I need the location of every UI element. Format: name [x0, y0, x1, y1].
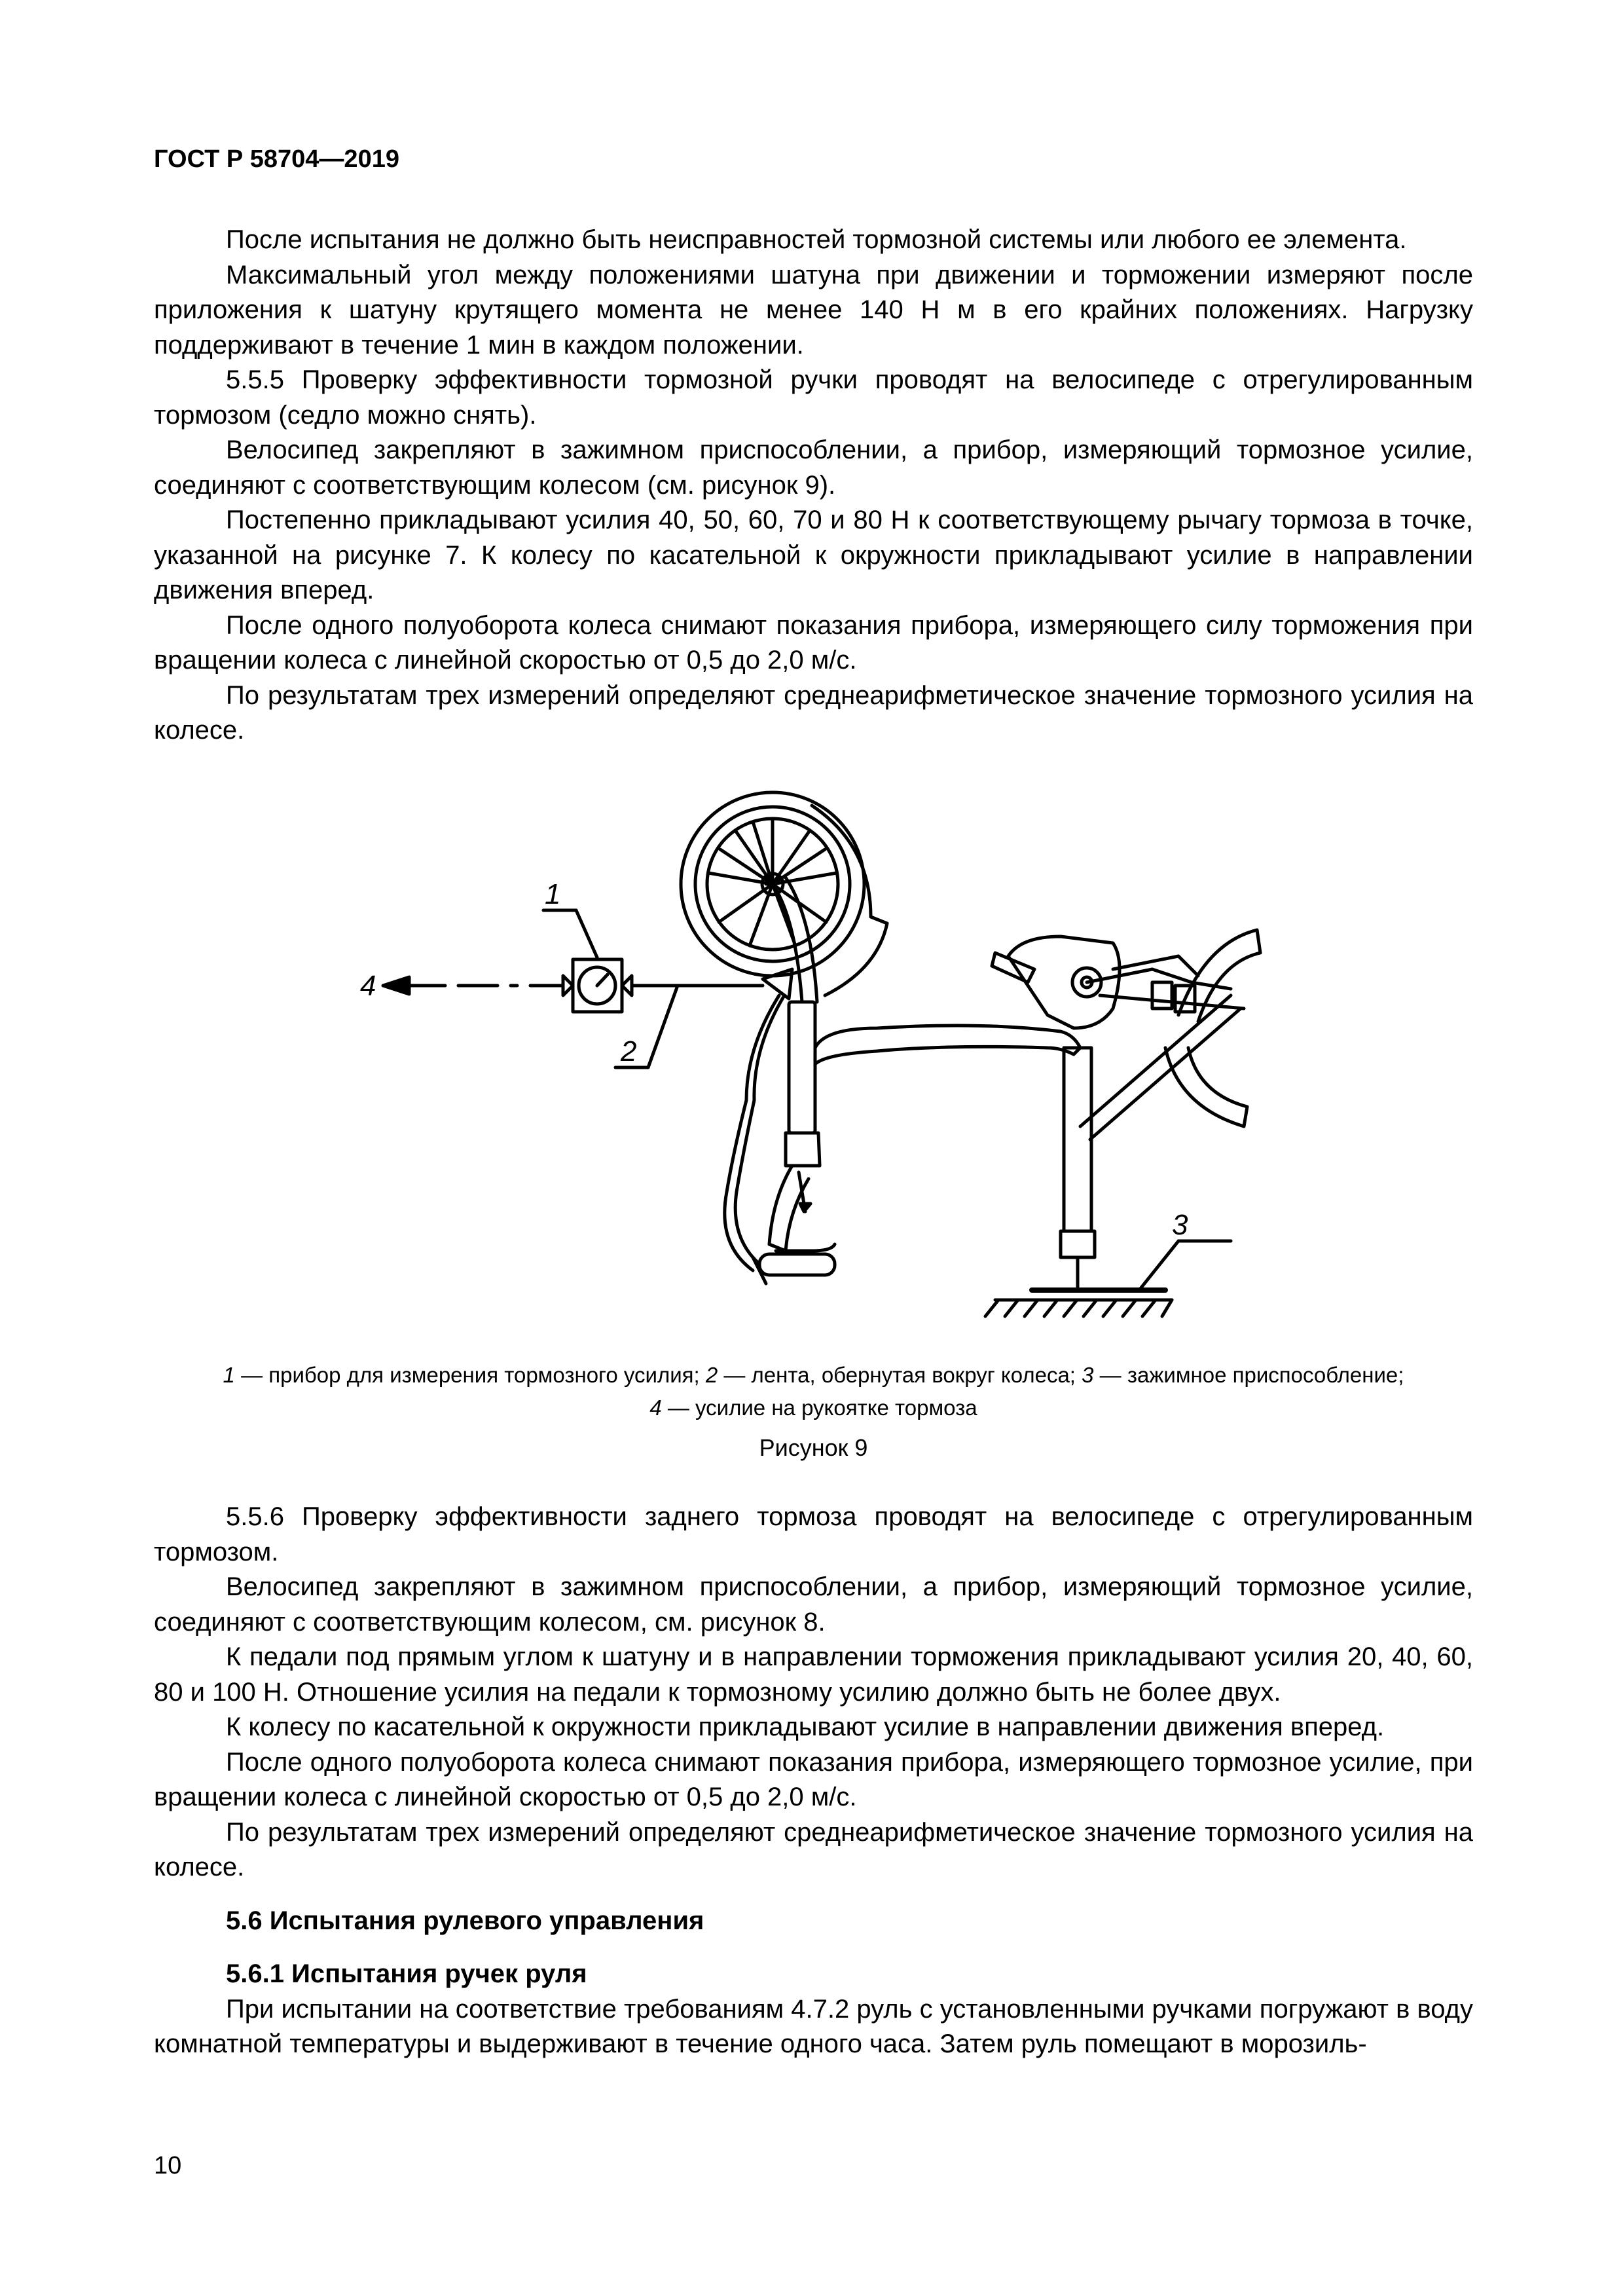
label-1: 1 — [545, 878, 561, 910]
page-number: 10 — [154, 2152, 182, 2179]
fork — [766, 878, 820, 1166]
paragraph: Велосипед закрепляют в зажимном приспособлении, а прибор, измеряющий тормозное усилие, соединяют с соответствующим колесом (см. рисунок 9). — [154, 435, 1473, 500]
paragraph: После испытания не должно быть неисправностей тормозной системы или любого ее элемента. — [226, 225, 1407, 254]
paragraph: К колесу по касательной к окружности прикладывают усилие в направлении движения вперед. — [226, 1713, 1385, 1741]
force-arrow — [383, 977, 562, 994]
brake-lever — [753, 1166, 835, 1284]
paragraph-5-5-6: 5.5.6 Проверку эффективности заднего тормоза проводят на велосипеде с отрегулированным тормозом. — [154, 1502, 1473, 1566]
legend-line-2: 4 — усилие на рукоятке тормоза — [649, 1396, 977, 1420]
clamping-fixture — [985, 1048, 1231, 1316]
paragraph: По результатам трех измерений определяют среднеарифметическое значение тормозного усилия на колесе. — [154, 1817, 1473, 1881]
paragraph: После одного полуоборота колеса снимают показания прибора, измеряющего силу торможения при вращении колеса с линейной скоростью от 0,5 до 2,0 м/с. — [154, 610, 1473, 675]
label-2: 2 — [621, 1035, 637, 1067]
paragraph-5-5-5: 5.5.5 Проверку эффективности тормозной ручки проводят на велосипеде с отрегулированным тормозом (седло можно снять). — [154, 365, 1473, 430]
paragraph: После одного полуоборота колеса снимают показания прибора, измеряющего тормозное усилие, при вращении колеса с линейной скоростью от 0,5 до 2,0 м/с. — [154, 1747, 1473, 1811]
label-4: 4 — [360, 970, 376, 1002]
section-heading-5-6: 5.6 Испытания рулевого управления — [226, 1906, 704, 1935]
paragraph: Велосипед закрепляют в зажимном приспособлении, а прибор, измеряющий тормозное усилие, соединяют с соответствующим колесом, см. рисунок 8. — [154, 1572, 1473, 1637]
legend-line-1: 1 — прибор для измерения тормозного усилия; 2 — лента, обернутая вокруг колеса; 3 — зажимное приспособление; — [223, 1363, 1404, 1387]
section-heading-5-6-1: 5.6.1 Испытания ручек руля — [226, 1959, 587, 1988]
dynamometer — [543, 910, 632, 1012]
paragraph: К педали под прямым углом к шатуну и в направлении торможения прикладывают усилия 20, 40, 60, 80 и 100 Н. Отношение усилия на педали к тормозному усилию должно быть не более двух. — [154, 1642, 1473, 1707]
rear-frame — [992, 930, 1260, 1139]
figure-legend — [154, 1359, 1473, 1424]
text-block-bottom — [154, 1500, 1473, 2062]
label-3: 3 — [1172, 1209, 1188, 1241]
paragraph: Постепенно прикладывают усилия 40, 50, 60, 70 и 80 Н к соответствующему рычагу тормоза в точке, указанной на рисунке 7. К колесу по касательной к окружности прикладывают усилие в направлении движения вперед. — [154, 506, 1473, 604]
paragraph: По результатам трех измерений определяют среднеарифметическое значение тормозного усилия на колесе. — [154, 680, 1473, 745]
paragraph: При испытании на соответствие требованиям 4.7.2 руль с установленными ручками погружают в воду комнатной температуры и выдерживают в течение одного часа. Затем руль помещают в морозиль- — [154, 1994, 1473, 2058]
document-header: ГОСТ Р 58704—2019 — [154, 145, 399, 173]
figure-title: Рисунок 9 — [759, 1434, 868, 1461]
frame-tube — [815, 1026, 1080, 1064]
paragraph: Максимальный угол между положениями шатуна при движении и торможении измеряют после приложения к шатуну крутящего момента не менее 140 Н м в его крайних положениях. Нагрузку поддерживают в течение 1 мин в каждом положении. — [154, 260, 1473, 360]
